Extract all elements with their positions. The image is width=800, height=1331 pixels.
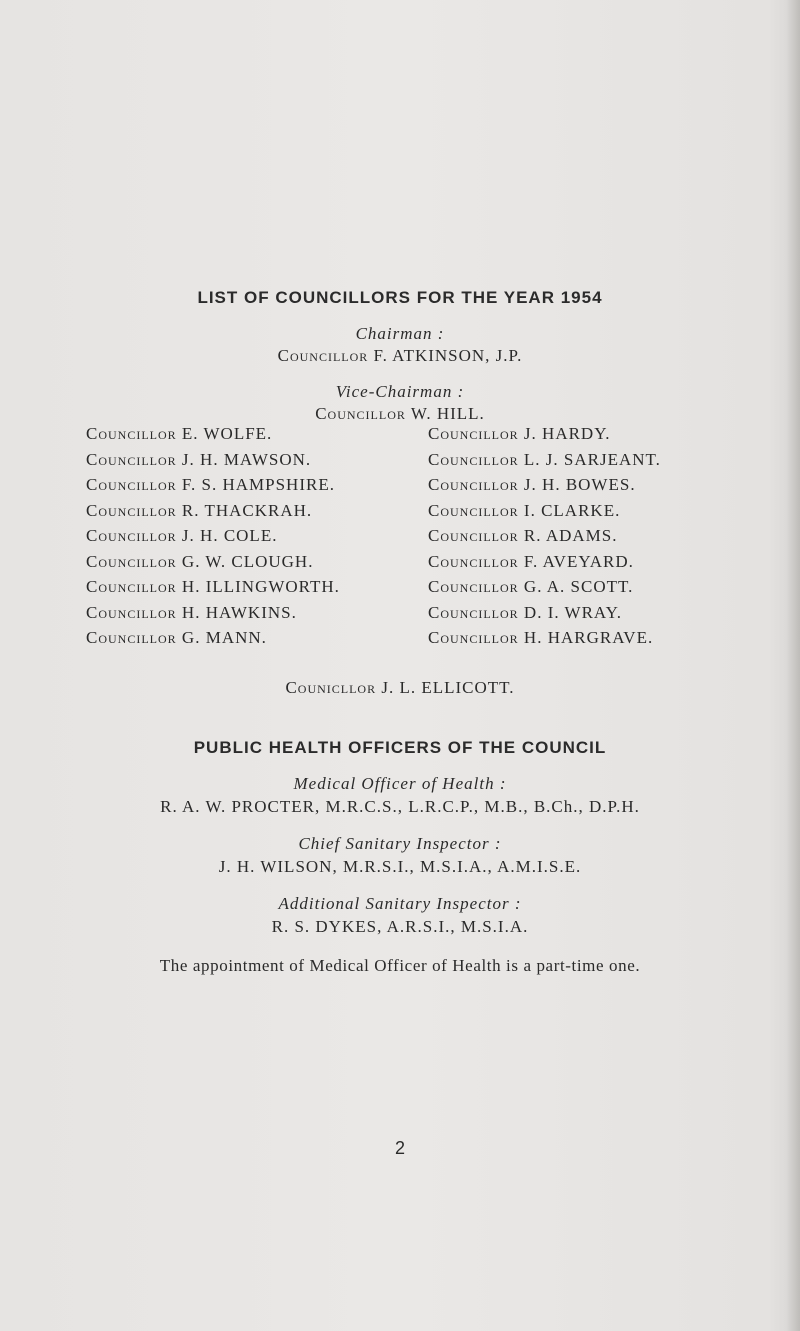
councillor-row (86, 424, 272, 444)
councillor-name: R. ADAMS. (523, 526, 618, 545)
councillor-title: Councillor (86, 449, 177, 469)
councillor-name: F. S. HAMPSHIRE. (181, 475, 335, 494)
councillor-title: Councillor (428, 602, 519, 622)
chief-inspector-label: Chief Sanitary Inspector : (298, 834, 502, 853)
councillor-title: Councillor (86, 577, 177, 596)
councillor-title: Councillor (428, 424, 519, 443)
last-councillor-line (0, 678, 800, 698)
councillor-title: Councillor (428, 628, 519, 647)
chairman-line (0, 346, 800, 366)
councillor-row (86, 475, 335, 495)
vice-chairman-line (0, 404, 800, 424)
councillor-name: H. ILLINGWORTH. (181, 577, 340, 596)
last-councillor-title: Counicllor (285, 678, 377, 697)
last-councillor-name: J. L. ELLICOTT. (381, 678, 515, 697)
councillor-title: Councillor (428, 577, 519, 596)
councillor-name: L. J. SARJEANT. (523, 449, 661, 469)
councillor-title: Councillor (428, 500, 519, 520)
councillor-row (428, 424, 611, 444)
councillor-name: H. HAWKINS. (181, 602, 297, 622)
officers-heading: PUBLIC HEALTH OFFICERS OF THE COUNCIL (193, 738, 607, 757)
councillor-name: D. I. WRAY. (523, 602, 622, 622)
councillor-row (428, 577, 633, 597)
councillor-row (428, 552, 634, 572)
councillor-title: Councillor (86, 500, 177, 520)
councillor-title: Councillor (86, 526, 177, 545)
councillor-row (428, 628, 653, 648)
medical-officer-name: R. A. W. PROCTER, M.R.C.S., L.R.C.P., M.B., B.Ch., D.P.H. (160, 797, 640, 816)
councillor-row (428, 603, 622, 623)
councillor-name: H. HARGRAVE. (523, 628, 654, 647)
councillor-row (86, 628, 267, 648)
councillor-row (428, 475, 636, 495)
vice-chairman-name: W. HILL. (410, 404, 485, 423)
councillor-name: R. THACKRAH. (181, 500, 313, 520)
page-edge-shadow (786, 0, 800, 1331)
councillor-title: Councillor (428, 551, 519, 571)
appointment-note: The appointment of Medical Officer of Health is a part-time one. (159, 956, 641, 975)
councillor-name: J. H. COLE. (181, 526, 278, 545)
councillor-title: Councillor (86, 424, 177, 443)
councillor-title: Councillor (428, 475, 519, 494)
councillor-row (86, 603, 297, 623)
councillor-title: Councillor (86, 551, 177, 571)
vice-chairman-title: Councillor (315, 404, 406, 423)
councillor-row (86, 450, 311, 470)
page-number: 2 (394, 1138, 405, 1158)
councillor-name: J. H. BOWES. (523, 475, 636, 494)
councillor-name: F. AVEYARD. (523, 551, 634, 571)
councillor-row (86, 501, 312, 521)
councillor-row (86, 577, 340, 597)
chairman-name: F. ATKINSON, J.P. (373, 346, 523, 365)
list-title: LIST OF COUNCILLORS FOR THE YEAR 1954 (197, 288, 603, 307)
councillor-title: Councillor (86, 602, 177, 622)
councillor-name: G. W. CLOUGH. (181, 551, 314, 571)
councillor-title: Councillor (428, 449, 519, 469)
vice-chairman-label: Vice-Chairman : (335, 382, 465, 401)
councillor-row (86, 552, 313, 572)
councillor-row (86, 526, 277, 546)
chairman-title: Councillor (277, 346, 369, 365)
additional-inspector-name: R. S. DYKES, A.R.S.I., M.S.I.A. (271, 917, 529, 936)
councillor-name: E. WOLFE. (181, 424, 273, 443)
councillor-title: Councillor (86, 628, 177, 647)
councillor-name: I. CLARKE. (523, 500, 621, 520)
chief-inspector-name: J. H. WILSON, M.R.S.I., M.S.I.A., A.M.I.S.E. (218, 857, 582, 876)
additional-inspector-label: Additional Sanitary Inspector : (278, 894, 522, 913)
councillor-name: J. H. MAWSON. (181, 449, 312, 469)
councillor-title: Councillor (428, 526, 519, 545)
councillor-name: G. A. SCOTT. (523, 577, 634, 596)
chairman-label: Chairman : (355, 324, 445, 343)
councillor-row (428, 450, 661, 470)
councillor-title: Councillor (86, 475, 177, 494)
medical-officer-label: Medical Officer of Health : (293, 774, 507, 793)
councillor-row (428, 501, 620, 521)
councillor-name: J. HARDY. (523, 424, 611, 443)
councillor-row (428, 526, 617, 546)
councillor-name: G. MANN. (181, 628, 267, 647)
